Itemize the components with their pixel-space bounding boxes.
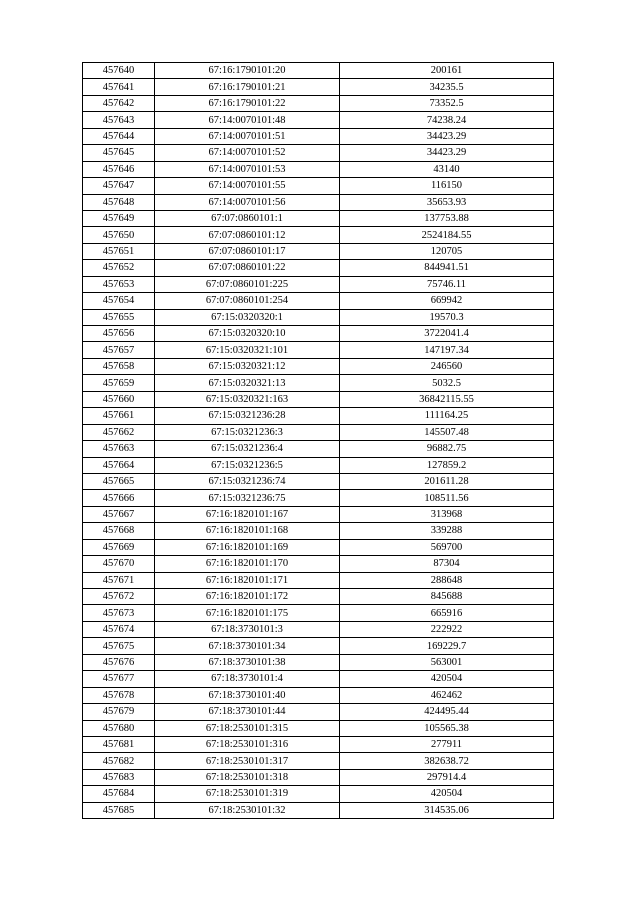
row-number-cell: 457644 — [83, 128, 155, 144]
row-number-cell: 457656 — [83, 326, 155, 342]
value-cell: 116150 — [340, 178, 554, 194]
cadastral-number-cell: 67:15:0320321:163 — [155, 391, 340, 407]
cadastral-number-cell: 67:16:1790101:20 — [155, 63, 340, 79]
table-row — [83, 457, 554, 473]
cadastral-number-cell: 67:14:0070101:52 — [155, 145, 340, 161]
cadastral-number-cell: 67:14:0070101:51 — [155, 128, 340, 144]
cadastral-number-cell: 67:18:3730101:34 — [155, 638, 340, 654]
cadastral-number-cell: 67:14:0070101:56 — [155, 194, 340, 210]
value-cell: 43140 — [340, 161, 554, 177]
cadastral-number-cell: 67:18:2530101:316 — [155, 736, 340, 752]
value-cell: 382638.72 — [340, 753, 554, 769]
table-body — [83, 63, 554, 819]
cadastral-number-cell: 67:18:2530101:318 — [155, 769, 340, 785]
table-row — [83, 95, 554, 111]
value-cell: 127859.2 — [340, 457, 554, 473]
table-row — [83, 342, 554, 358]
value-cell: 669942 — [340, 293, 554, 309]
value-cell: 201611.28 — [340, 473, 554, 489]
cadastral-number-cell: 67:07:0860101:17 — [155, 243, 340, 259]
value-cell: 120705 — [340, 243, 554, 259]
cadastral-number-cell: 67:18:3730101:40 — [155, 687, 340, 703]
value-cell: 145507.48 — [340, 424, 554, 440]
row-number-cell: 457681 — [83, 736, 155, 752]
table-row — [83, 391, 554, 407]
cadastral-number-cell: 67:18:2530101:319 — [155, 786, 340, 802]
table-row — [83, 736, 554, 752]
table-row — [83, 276, 554, 292]
row-number-cell: 457657 — [83, 342, 155, 358]
cadastral-number-cell: 67:15:0321236:74 — [155, 473, 340, 489]
row-number-cell: 457676 — [83, 654, 155, 670]
table-row — [83, 194, 554, 210]
value-cell: 35653.93 — [340, 194, 554, 210]
row-number-cell: 457675 — [83, 638, 155, 654]
row-number-cell: 457679 — [83, 704, 155, 720]
row-number-cell: 457658 — [83, 358, 155, 374]
row-number-cell: 457684 — [83, 786, 155, 802]
row-number-cell: 457645 — [83, 145, 155, 161]
row-number-cell: 457640 — [83, 63, 155, 79]
value-cell: 5032.5 — [340, 375, 554, 391]
value-cell: 339288 — [340, 523, 554, 539]
table-row — [83, 687, 554, 703]
cadastral-number-cell: 67:07:0860101:254 — [155, 293, 340, 309]
row-number-cell: 457667 — [83, 506, 155, 522]
value-cell: 246560 — [340, 358, 554, 374]
cadastral-number-cell: 67:18:2530101:317 — [155, 753, 340, 769]
cadastral-number-cell: 67:07:0860101:225 — [155, 276, 340, 292]
value-cell: 2524184.55 — [340, 227, 554, 243]
table-row — [83, 802, 554, 818]
table-row — [83, 375, 554, 391]
table-row — [83, 128, 554, 144]
table-row — [83, 769, 554, 785]
value-cell: 87304 — [340, 556, 554, 572]
value-cell: 313968 — [340, 506, 554, 522]
table-row — [83, 178, 554, 194]
cadastral-number-cell: 67:16:1820101:172 — [155, 589, 340, 605]
cadastral-number-cell: 67:18:3730101:3 — [155, 621, 340, 637]
row-number-cell: 457674 — [83, 621, 155, 637]
row-number-cell: 457655 — [83, 309, 155, 325]
cadastral-number-cell: 67:07:0860101:12 — [155, 227, 340, 243]
row-number-cell: 457641 — [83, 79, 155, 95]
cadastral-number-cell: 67:15:0321236:3 — [155, 424, 340, 440]
row-number-cell: 457668 — [83, 523, 155, 539]
cadastral-number-cell: 67:15:0321236:4 — [155, 441, 340, 457]
row-number-cell: 457671 — [83, 572, 155, 588]
value-cell: 277911 — [340, 736, 554, 752]
value-cell: 96882.75 — [340, 441, 554, 457]
table-row — [83, 424, 554, 440]
row-number-cell: 457661 — [83, 408, 155, 424]
row-number-cell: 457653 — [83, 276, 155, 292]
cadastral-number-cell: 67:16:1820101:175 — [155, 605, 340, 621]
row-number-cell: 457663 — [83, 441, 155, 457]
value-cell: 108511.56 — [340, 490, 554, 506]
value-cell: 169229.7 — [340, 638, 554, 654]
cadastral-number-cell: 67:15:0320321:13 — [155, 375, 340, 391]
value-cell: 420504 — [340, 671, 554, 687]
value-cell: 297914.4 — [340, 769, 554, 785]
cadastral-number-cell: 67:18:3730101:4 — [155, 671, 340, 687]
cadastral-number-cell: 67:15:0320321:12 — [155, 358, 340, 374]
cadastral-number-cell: 67:18:2530101:315 — [155, 720, 340, 736]
row-number-cell: 457662 — [83, 424, 155, 440]
value-cell: 105565.38 — [340, 720, 554, 736]
cadastral-number-cell: 67:16:1790101:21 — [155, 79, 340, 95]
value-cell: 200161 — [340, 63, 554, 79]
value-cell: 3722041.4 — [340, 326, 554, 342]
row-number-cell: 457642 — [83, 95, 155, 111]
table-row — [83, 506, 554, 522]
table-row — [83, 720, 554, 736]
table-row — [83, 556, 554, 572]
value-cell: 34423.29 — [340, 128, 554, 144]
row-number-cell: 457660 — [83, 391, 155, 407]
table-row — [83, 638, 554, 654]
value-cell: 462462 — [340, 687, 554, 703]
row-number-cell: 457649 — [83, 210, 155, 226]
table-row — [83, 112, 554, 128]
cadastral-number-cell: 67:15:0320320:10 — [155, 326, 340, 342]
row-number-cell: 457680 — [83, 720, 155, 736]
table-row — [83, 786, 554, 802]
cadastral-number-cell: 67:15:0321236:5 — [155, 457, 340, 473]
table-row — [83, 441, 554, 457]
row-number-cell: 457682 — [83, 753, 155, 769]
table-row — [83, 243, 554, 259]
value-cell: 75746.11 — [340, 276, 554, 292]
table-row — [83, 260, 554, 276]
row-number-cell: 457654 — [83, 293, 155, 309]
data-table — [82, 62, 554, 819]
value-cell: 563001 — [340, 654, 554, 670]
value-cell: 19570.3 — [340, 309, 554, 325]
table-row — [83, 490, 554, 506]
value-cell: 665916 — [340, 605, 554, 621]
table-row — [83, 63, 554, 79]
value-cell: 137753.88 — [340, 210, 554, 226]
cadastral-number-cell: 67:15:0320320:1 — [155, 309, 340, 325]
cadastral-number-cell: 67:16:1790101:22 — [155, 95, 340, 111]
value-cell: 73352.5 — [340, 95, 554, 111]
table-row — [83, 161, 554, 177]
table-row — [83, 408, 554, 424]
value-cell: 569700 — [340, 539, 554, 555]
table-row — [83, 523, 554, 539]
row-number-cell: 457665 — [83, 473, 155, 489]
cadastral-number-cell: 67:07:0860101:1 — [155, 210, 340, 226]
table-row — [83, 473, 554, 489]
value-cell: 288648 — [340, 572, 554, 588]
table-row — [83, 539, 554, 555]
cadastral-number-cell: 67:16:1820101:167 — [155, 506, 340, 522]
value-cell: 424495.44 — [340, 704, 554, 720]
table-row — [83, 589, 554, 605]
row-number-cell: 457652 — [83, 260, 155, 276]
table-row — [83, 621, 554, 637]
row-number-cell: 457672 — [83, 589, 155, 605]
value-cell: 420504 — [340, 786, 554, 802]
cadastral-number-cell: 67:16:1820101:169 — [155, 539, 340, 555]
cadastral-number-cell: 67:15:0320321:101 — [155, 342, 340, 358]
table-row — [83, 358, 554, 374]
cadastral-number-cell: 67:18:3730101:44 — [155, 704, 340, 720]
row-number-cell: 457664 — [83, 457, 155, 473]
value-cell: 34423.29 — [340, 145, 554, 161]
row-number-cell: 457685 — [83, 802, 155, 818]
row-number-cell: 457647 — [83, 178, 155, 194]
value-cell: 845688 — [340, 589, 554, 605]
row-number-cell: 457651 — [83, 243, 155, 259]
row-number-cell: 457666 — [83, 490, 155, 506]
table-row — [83, 145, 554, 161]
row-number-cell: 457678 — [83, 687, 155, 703]
row-number-cell: 457669 — [83, 539, 155, 555]
table-row — [83, 227, 554, 243]
value-cell: 74238.24 — [340, 112, 554, 128]
cadastral-number-cell: 67:14:0070101:55 — [155, 178, 340, 194]
value-cell: 314535.06 — [340, 802, 554, 818]
table-row — [83, 210, 554, 226]
row-number-cell: 457659 — [83, 375, 155, 391]
cadastral-number-cell: 67:07:0860101:22 — [155, 260, 340, 276]
row-number-cell: 457673 — [83, 605, 155, 621]
row-number-cell: 457677 — [83, 671, 155, 687]
table-row — [83, 654, 554, 670]
row-number-cell: 457648 — [83, 194, 155, 210]
row-number-cell: 457646 — [83, 161, 155, 177]
table-row — [83, 326, 554, 342]
table-row — [83, 293, 554, 309]
value-cell: 222922 — [340, 621, 554, 637]
value-cell: 34235.5 — [340, 79, 554, 95]
table-row — [83, 671, 554, 687]
cadastral-number-cell: 67:16:1820101:168 — [155, 523, 340, 539]
cadastral-number-cell: 67:16:1820101:170 — [155, 556, 340, 572]
table-row — [83, 309, 554, 325]
row-number-cell: 457643 — [83, 112, 155, 128]
value-cell: 844941.51 — [340, 260, 554, 276]
row-number-cell: 457670 — [83, 556, 155, 572]
cadastral-number-cell: 67:15:0321236:75 — [155, 490, 340, 506]
table-row — [83, 572, 554, 588]
cadastral-number-cell: 67:14:0070101:48 — [155, 112, 340, 128]
value-cell: 147197.34 — [340, 342, 554, 358]
row-number-cell: 457683 — [83, 769, 155, 785]
table-row — [83, 605, 554, 621]
table-row — [83, 79, 554, 95]
value-cell: 111164.25 — [340, 408, 554, 424]
cadastral-number-cell: 67:14:0070101:53 — [155, 161, 340, 177]
table-row — [83, 704, 554, 720]
cadastral-number-cell: 67:18:2530101:32 — [155, 802, 340, 818]
cadastral-number-cell: 67:15:0321236:28 — [155, 408, 340, 424]
cadastral-number-cell: 67:16:1820101:171 — [155, 572, 340, 588]
row-number-cell: 457650 — [83, 227, 155, 243]
value-cell: 36842115.55 — [340, 391, 554, 407]
cadastral-number-cell: 67:18:3730101:38 — [155, 654, 340, 670]
table-row — [83, 753, 554, 769]
